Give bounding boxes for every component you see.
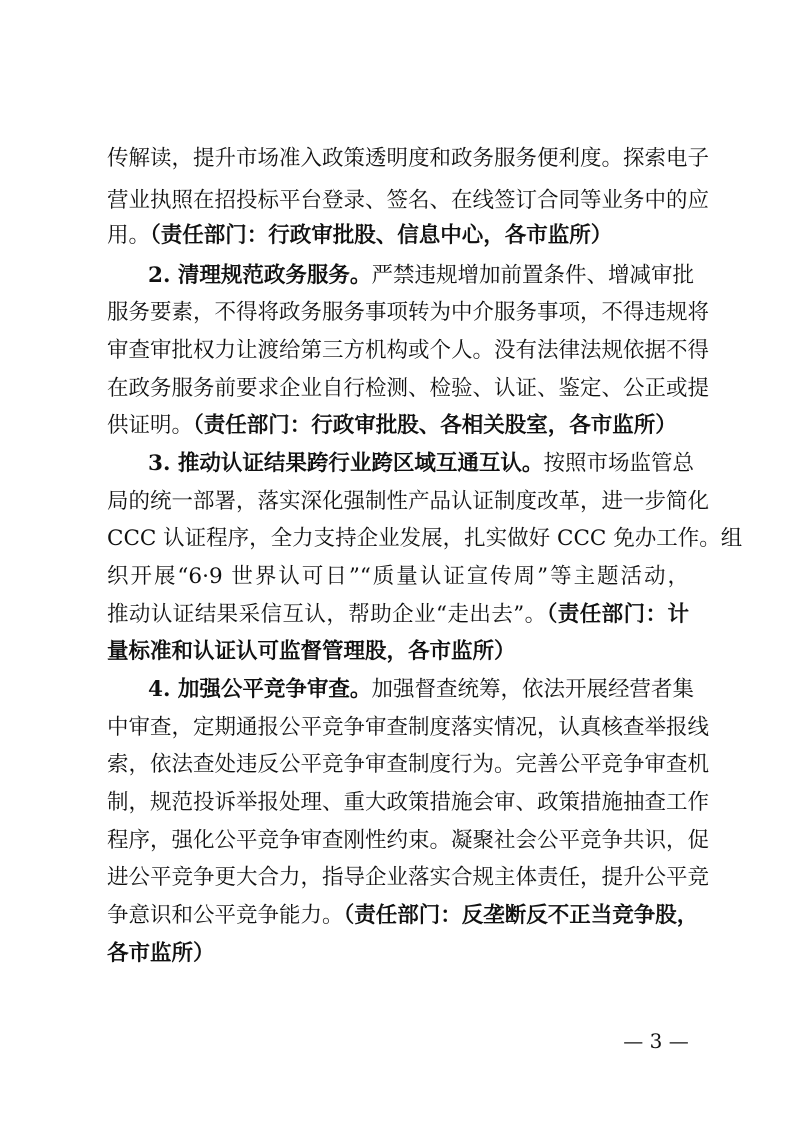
body-text: 推动认证结果采信互认，帮助企业“走出去”。 — [107, 602, 547, 627]
body-text: 中审查，定期通报公平竞争审查制度落实情况，认真核查举报线 — [107, 715, 710, 740]
paragraph-line — [107, 293, 710, 333]
body-text: 严禁违规增加前置条件、增减审批 — [371, 263, 694, 288]
paragraph-line — [107, 557, 689, 597]
paragraph-line — [148, 670, 694, 710]
paragraph-line — [107, 216, 689, 256]
paragraph-line — [107, 482, 710, 522]
responsibility-note: 各市监所） — [107, 941, 215, 966]
page-number: — 3 — — [623, 1029, 689, 1053]
body-text: 在政务服务前要求企业自行检测、检验、认证、鉴定、公正或提 — [107, 376, 710, 401]
body-text: 服务要素，不得将政务服务事项转为中介服务事项，不得违规将 — [107, 300, 710, 325]
body-text: 审查审批权力让渡给第三方机构或个人。没有法律法规依据不得 — [107, 338, 710, 363]
responsibility-note: （责任部门：行政审批股、各相关股室，各市监所） — [193, 413, 677, 438]
body-text: 按照市场监管总 — [543, 451, 694, 476]
responsibility-note: （责任部门：行政审批股、信息中心，各市监所） — [150, 223, 613, 248]
paragraph-line — [107, 595, 689, 635]
body-text: 织开展“6·9 世界认可日”“质量认证宣传周”等主题活动， — [107, 564, 689, 589]
paragraph-line — [148, 256, 694, 296]
paragraph-line — [148, 444, 694, 484]
paragraph-line — [107, 632, 689, 672]
paragraph-line — [107, 708, 710, 748]
body-text: 局的统一部署，落实深化强制性产品认证制度改革，进一步简化 — [107, 489, 710, 514]
body-text: 传解读，提升市场准入政策透明度和政务服务便利度。探索电子 — [107, 146, 710, 171]
body-text: 用。 — [107, 223, 151, 248]
paragraph-line — [107, 858, 710, 898]
section-heading: 3. 推动认证结果跨行业跨区域互通互认。 — [148, 451, 544, 476]
body-text: 索，依法查处违反公平竞争审查制度行为。完善公平竞争审查机 — [107, 752, 710, 777]
body-text: 进公平竞争更大合力，指导企业落实合规主体责任，提升公平竞 — [107, 865, 710, 890]
body-text: 营业执照在招投标平台登录、签名、在线签订合同等业务中的应 — [107, 188, 710, 213]
paragraph-line — [107, 519, 743, 559]
responsibility-note: 量标准和认证认可监督管理股，各市监所） — [107, 639, 516, 664]
paragraph-line — [107, 821, 710, 861]
body-text: 争意识和公平竞争能力。 — [107, 903, 344, 928]
paragraph-line — [107, 406, 689, 446]
paragraph-line — [107, 331, 710, 371]
body-text: 制，规范投诉举报处理、重大政策措施会审、政策措施抽查工作 — [107, 790, 710, 815]
paragraph-line — [107, 896, 699, 936]
responsibility-note: （责任部门：反垄断反不正当竞争股， — [343, 903, 699, 928]
section-heading: 4. 加强公平竞争审查。 — [148, 677, 372, 702]
paragraph-line — [107, 369, 710, 409]
responsibility-note: （责任部门：计 — [546, 602, 689, 627]
body-text: CCC 认证程序，全力支持企业发展，扎实做好 CCC 免办工作。组 — [107, 526, 743, 551]
body-text: 供证明。 — [107, 413, 194, 438]
paragraph-line — [107, 783, 710, 823]
paragraph-line — [107, 181, 710, 221]
paragraph-line — [107, 139, 710, 179]
section-heading: 2. 清理规范政务服务。 — [148, 263, 372, 288]
paragraph-line — [107, 934, 689, 974]
paragraph-line — [107, 745, 710, 785]
body-text: 加强督查统筹，依法开展经营者集 — [371, 677, 694, 702]
body-text: 程序，强化公平竞争审查刚性约束。凝聚社会公平竞争共识，促 — [107, 828, 710, 853]
